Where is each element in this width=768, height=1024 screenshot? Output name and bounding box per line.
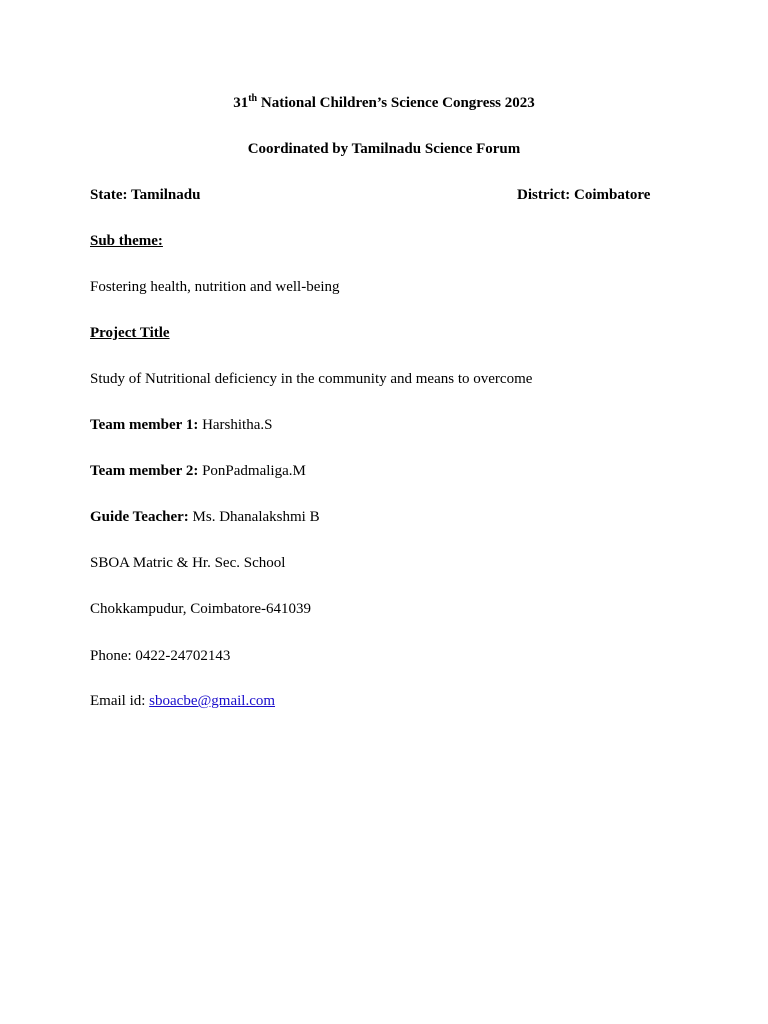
email-link[interactable]: sboacbe@gmail.com (149, 693, 276, 709)
email-label: Email id: (90, 693, 150, 709)
school-phone: Phone: 0422-24702143 (90, 648, 231, 664)
team-member-2-name: PonPadmaliga.M (198, 463, 306, 479)
team-member-2 (90, 462, 306, 480)
guide-teacher-label: Guide Teacher: (90, 509, 189, 525)
sub-theme-heading: Sub theme: (90, 233, 163, 249)
school-address: Chokkampudur, Coimbatore-641039 (90, 601, 312, 617)
guide-teacher-name: Ms. Dhanalakshmi B (188, 509, 320, 525)
team-member-2-label: Team member 2: (90, 463, 199, 479)
school-name: SBOA Matric & Hr. Sec. School (90, 555, 286, 571)
sub-theme-text: Fostering health, nutrition and well-being (90, 279, 340, 295)
team-member-1 (90, 416, 272, 434)
project-title-text: Study of Nutritional deficiency in the community and means to overcome (90, 371, 533, 387)
project-title-heading: Project Title (90, 325, 170, 341)
state-label: State: Tamilnadu (90, 187, 201, 203)
district-label: District: Coimbatore (517, 187, 651, 203)
email-row (90, 692, 275, 710)
title-number: 31 (233, 95, 249, 111)
title-text: National Children’s Science Congress 2023 (257, 95, 535, 111)
document-title (0, 94, 768, 112)
team-member-1-label: Team member 1: (90, 417, 199, 433)
coordinated-by-line: Coordinated by Tamilnadu Science Forum (247, 141, 521, 157)
guide-teacher (90, 508, 320, 526)
location-row (90, 186, 690, 204)
team-member-1-name: Harshitha.S (198, 417, 273, 433)
title-ordinal-suffix: th (248, 93, 258, 104)
